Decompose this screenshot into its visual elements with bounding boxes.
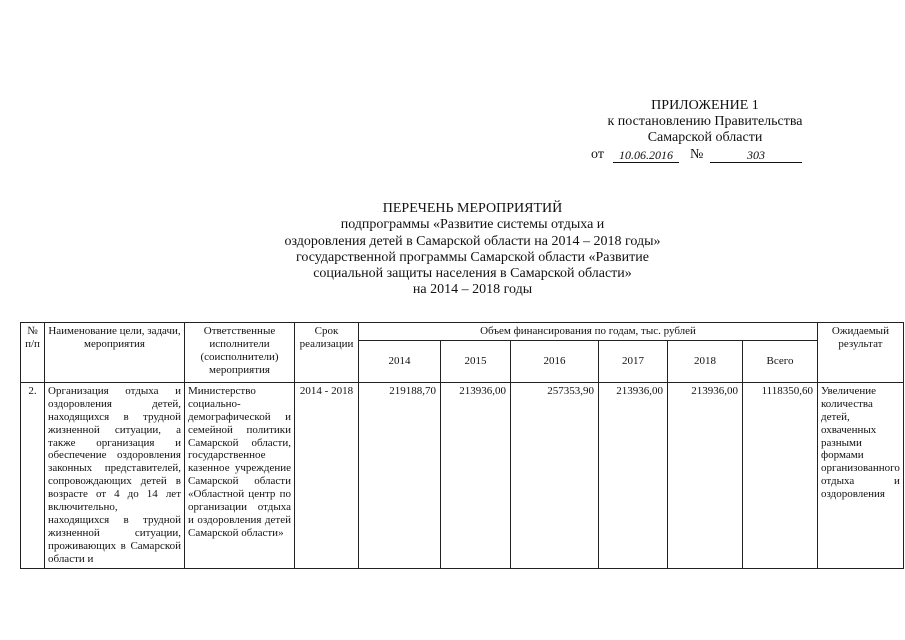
header-name: Наименование цели, задачи, мероприятия xyxy=(45,323,185,383)
row-period: 2014 - 2018 xyxy=(295,382,359,568)
header-total: Всего xyxy=(743,340,818,382)
header-year-2018: 2018 xyxy=(668,340,743,382)
header-responsible: Ответственные исполнители (соисполнители) мероприятия xyxy=(185,323,295,383)
signature-date: 10.06.2016 xyxy=(613,148,679,163)
row-responsible: Министерство социально-демографической и семейной политики Самарской области, государственное казенное учреждение Самарской области «Областной центр по организации отдыха и оздоровления детей Самарской области» xyxy=(185,382,295,568)
appendix-header xyxy=(560,98,850,164)
appendix-subtitle: к постановлению Правительства xyxy=(607,114,803,129)
appendix-date-line xyxy=(560,146,850,164)
row-value-2018: 213936,00 xyxy=(668,382,743,568)
page-bottom-crop xyxy=(0,602,905,640)
header-result: Ожидаемый результат xyxy=(818,323,904,383)
row-result: Увеличение количества детей, охваченных разными формами организованного отдыха и оздоровления xyxy=(818,382,904,568)
row-value-total: 1118350,60 xyxy=(743,382,818,568)
header-year-2017: 2017 xyxy=(599,340,668,382)
appendix-region: Самарской области xyxy=(647,130,763,145)
row-value-2017: 213936,00 xyxy=(599,382,668,568)
header-row-1 xyxy=(21,323,904,341)
number-label: № xyxy=(690,147,704,162)
title-line-4: государственной программы Самарской области «Развитие xyxy=(296,249,649,265)
title-line-1: ПЕРЕЧЕНЬ МЕРОПРИЯТИЙ xyxy=(382,201,563,216)
row-name: Организация отдыха и оздоровления детей, находящихся в трудной жизненной ситуации, а также организация и обеспечение оздоровления законных представителей, сопровождающих детей в возрасте от 4 до 14 лет включительно, находящихся в трудной жизненной ситуации, проживающих в Самарской области и xyxy=(45,382,185,568)
title-line-5: социальной защиты населения в Самарской области» xyxy=(313,266,632,282)
signature-number: 303 xyxy=(710,148,802,163)
table-row xyxy=(21,382,904,568)
title-line-2: подпрограммы «Развитие системы отдыха и xyxy=(340,217,605,233)
title-line-6: на 2014 – 2018 годы xyxy=(412,282,533,298)
activities-table xyxy=(20,322,904,569)
row-value-2014: 219188,70 xyxy=(359,382,441,568)
header-num: № п/п xyxy=(21,323,45,383)
title-line-3: оздоровления детей в Самарской области на 2014 – 2018 годы» xyxy=(284,233,661,249)
header-year-2015: 2015 xyxy=(441,340,511,382)
row-value-2015: 213936,00 xyxy=(441,382,511,568)
header-financing: Объем финансирования по годам, тыс. рублей xyxy=(359,323,818,341)
header-year-2014: 2014 xyxy=(359,340,441,382)
document-title xyxy=(180,201,765,299)
header-period: Срок реализации xyxy=(295,323,359,383)
appendix-title: ПРИЛОЖЕНИЕ 1 xyxy=(651,98,759,113)
row-num: 2. xyxy=(21,382,45,568)
from-label: от xyxy=(591,147,604,162)
row-value-2016: 257353,90 xyxy=(511,382,599,568)
header-year-2016: 2016 xyxy=(511,340,599,382)
